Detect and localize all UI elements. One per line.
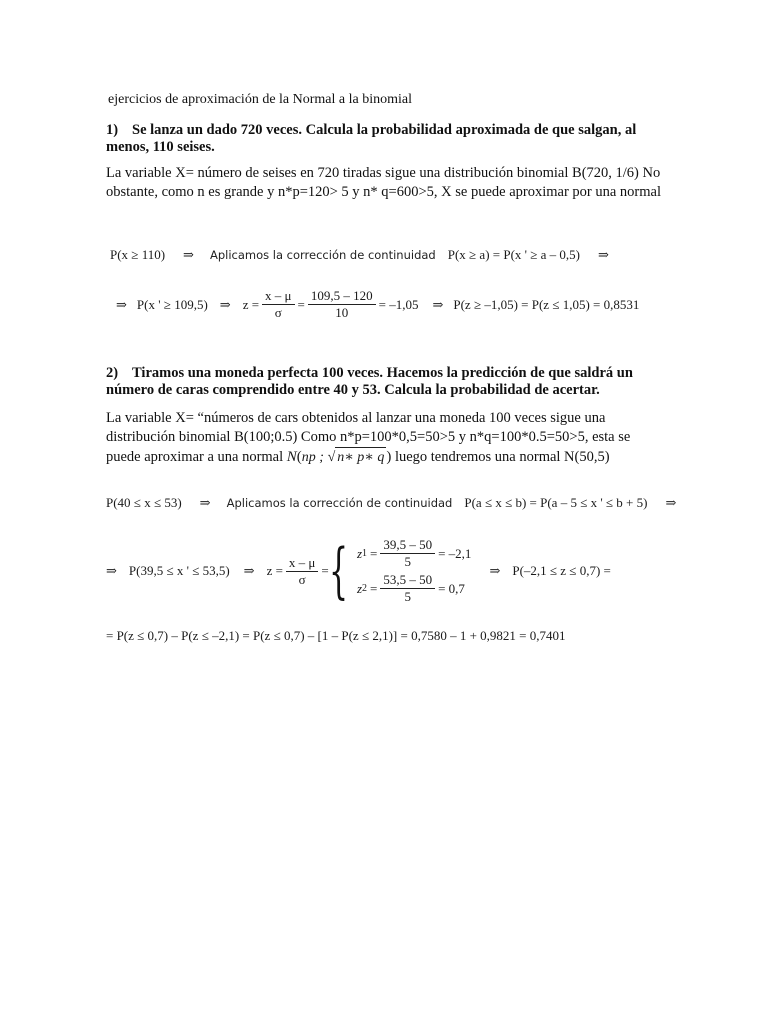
- implies-arrow: ⇒: [243, 563, 255, 578]
- ex2-z2-row: z 2 = $\frac{53,5 - 50}{5}$ = 0,7: [356, 572, 465, 604]
- implies-arrow: ⇒: [199, 495, 211, 510]
- exercise-1-heading: [106, 122, 666, 156]
- ex2-z1-denominator: 5: [404, 554, 411, 569]
- ex1-equals: =: [297, 296, 305, 312]
- ex1-z-denominator: σ: [274, 305, 282, 320]
- ex1-z-numerator: x – μ: [262, 289, 294, 305]
- ex2-equals: =: [321, 563, 329, 578]
- ex1-value-denominator: 10: [335, 305, 349, 320]
- exercise-1-text: La variable X= número de seises en 720 tiradas sigue una distribución binomial B(720, 1/6) No obstante, como n es grande y n*p=120> 5 y n* q=600>5, X se puede aproximar por una normal: [106, 165, 661, 200]
- ex2-z2-fraction: [380, 573, 435, 604]
- ex2-final-probability: P(–2,1 ≤ z ≤ 0,7) =: [512, 563, 611, 578]
- ex2-z2-denominator: 5: [404, 589, 411, 604]
- implies-arrow: ⇒: [598, 247, 609, 262]
- implies-arrow: ⇒: [432, 296, 444, 312]
- exercise-2-number: 2): [106, 365, 119, 381]
- ex2-z2-numerator: 53,5 – 50: [380, 573, 435, 589]
- exercise-2-heading: [106, 365, 666, 399]
- exercise-1-formula-line-1: [110, 246, 609, 264]
- left-brace: {: [328, 536, 348, 606]
- implies-arrow: ⇒: [106, 563, 117, 578]
- ex2-z1-row: z 1 = $\frac{39,5 - 50}{5}$ = –2,1: [356, 537, 472, 569]
- ex1-prob-left: P(x ≥ 110): [110, 247, 166, 262]
- ex1-final-probability: P(z ≥ –1,05) = P(z ≤ 1,05) = 0,8531: [453, 296, 640, 312]
- ex1-value-numerator: 109,5 – 120: [308, 289, 376, 305]
- ex2-correction-note: Aplicamos la corrección de continuidad: [226, 496, 453, 510]
- exercise-2-formula-line-2: [106, 532, 611, 610]
- ex2-z-values: [357, 538, 472, 604]
- ex1-prob-corrected: P(x ' ≥ 109,5): [136, 296, 208, 312]
- ex2-z2-sub: 2: [362, 583, 367, 594]
- normal-N: N: [286, 449, 297, 465]
- exercise-2-text-b: luego tendremos una normal N(50,5): [394, 449, 610, 465]
- exercise-1-formula-line-2: [116, 289, 639, 320]
- ex1-z-equals: z =: [242, 296, 260, 312]
- exercise-2-formula-line-1: [106, 494, 676, 512]
- ex1-z-result: = –1,05: [378, 296, 419, 312]
- exercise-1-statement: Se lanza un dado 720 veces. Calcula la probabilidad aproximada de que salgan, al menos, 110 seises.: [106, 122, 637, 155]
- ex2-correction-rule: P(a ≤ x ≤ b) = P(a – 5 ≤ x ' ≤ b + 5): [464, 495, 648, 510]
- ex2-z-numerator: x – μ: [286, 556, 318, 572]
- exercise-2-text-a: La variable X= “números de cars obtenidos al lanzar una moneda 100 veces sigue una distribución binomial B(100;0.5) Como n*p=100*0,5=50>5 y n*q=100*0.5=50>5, esta se puede aproximar a una normal: [106, 410, 631, 465]
- ex1-value-fraction: [308, 289, 376, 320]
- implies-arrow: ⇒: [183, 247, 194, 262]
- normal-np: np ;: [301, 450, 324, 465]
- ex1-correction-rule: P(x ≥ a) = P(x ' ≥ a – 0,5): [447, 247, 580, 262]
- ex2-z1-result: = –2,1: [438, 545, 472, 561]
- ex2-z-denominator: σ: [298, 571, 306, 587]
- ex2-z2-result: = 0,7: [438, 580, 465, 596]
- ex2-z2-label: z: [356, 580, 362, 596]
- exercise-2-text: La variable X= “números de cars obtenidos al lanzar una moneda 100 veces sigue una distribución binomial B(100;0.5) Como n*p=100*0,5=50>5 y n*q=100*0.5=50>5, esta se puede aproximar a una normal N(np ; √ n∗ p∗ q ) luego tendremos una normal N(50,5): [106, 410, 631, 465]
- exercise-1-number: 1): [106, 122, 119, 138]
- exercise-2-formula-line-3: = P(z ≤ 0,7) – P(z ≤ –2,1) = P(z ≤ 0,7) – [1 – P(z ≤ 2,1)] = 0,7580 – 1 + 0,9821 = 0,7401: [106, 628, 566, 643]
- implies-arrow: ⇒: [489, 563, 501, 578]
- normal-sqrt: n∗ p∗ q: [335, 447, 386, 467]
- ex2-z1-fraction: [380, 538, 435, 569]
- ex2-z-equals: z =: [266, 563, 283, 578]
- exercise-2-statement: Tiramos una moneda perfecta 100 veces. Hacemos la predicción de que saldrá un número de caras comprendido entre 40 y 53. Calcula la probabilidad de acertar.: [106, 365, 633, 398]
- ex2-z1-numerator: 39,5 – 50: [380, 538, 435, 554]
- ex2-prob-corrected: P(39,5 ≤ x ' ≤ 53,5): [128, 563, 230, 578]
- implies-arrow: ⇒: [219, 296, 231, 312]
- implies-arrow: ⇒: [116, 296, 127, 312]
- implies-arrow: ⇒: [665, 495, 677, 510]
- ex1-z-formula-fraction: [262, 289, 294, 320]
- ex2-prob-left: P(40 ≤ x ≤ 53): [106, 495, 182, 510]
- ex1-correction-note: Aplicamos la corrección de continuidad: [209, 248, 436, 262]
- ex2-z-formula-fraction: [286, 556, 318, 587]
- ex2-z1-sub: 1: [362, 548, 367, 559]
- document-title: ejercicios de aproximación de la Normal a la binomial: [108, 92, 412, 107]
- ex2-z1-label: z: [356, 545, 362, 561]
